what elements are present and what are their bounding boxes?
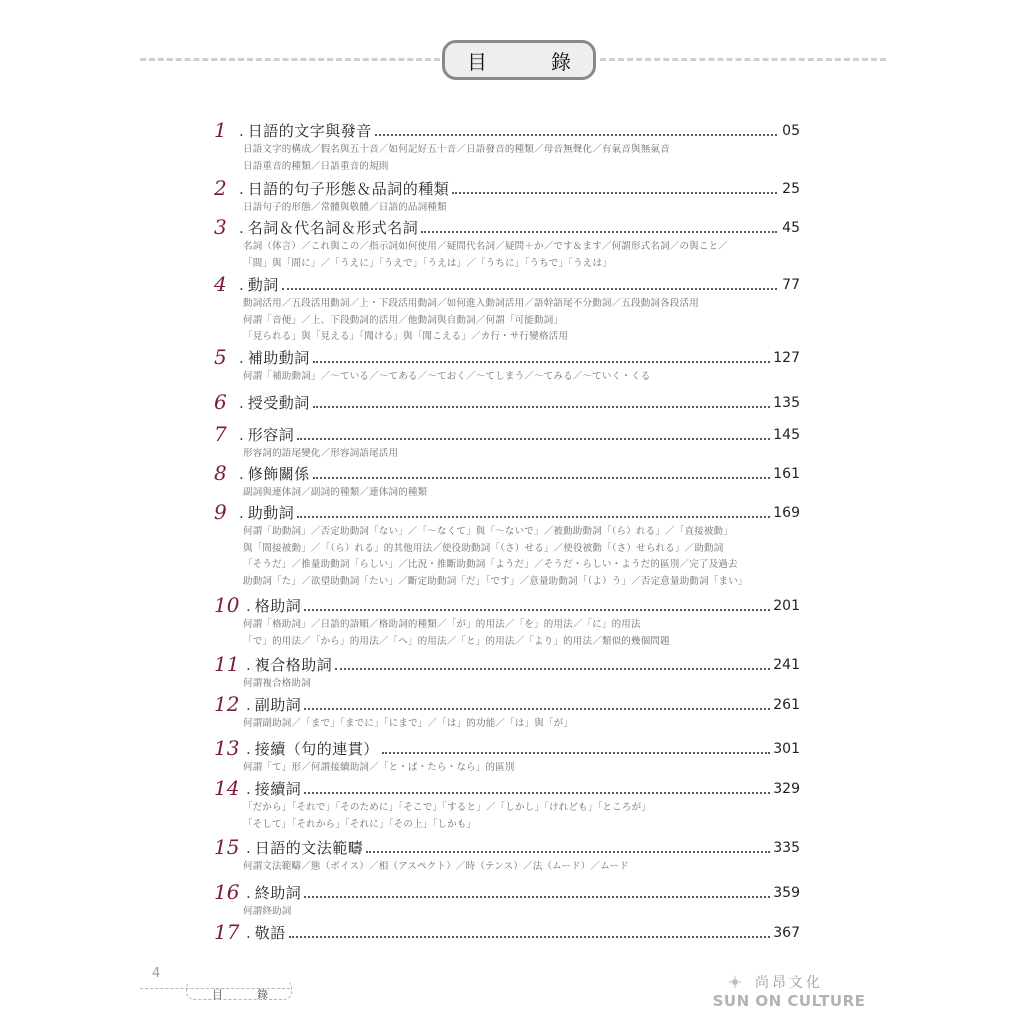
chapter-subtopics: 動詞活用／五段活用動詞／上・下段活用動詞／如何進入動詞活用／語幹語尾不分動詞／五段動詞各段活用	[243, 298, 699, 309]
chapter-title: 格助詞	[254, 597, 302, 615]
chapter-page-number: 77	[782, 277, 800, 293]
toc-entry-line	[214, 652, 800, 676]
dot-leader	[421, 231, 777, 233]
chapter-subtopics: 「だから」「それで」「そのために」「そこで」「すると」／「しかし」「けれども」「ところが」	[243, 802, 652, 813]
chapter-title: 名詞＆代名詞＆形式名詞	[247, 219, 419, 237]
chapter-number: 9	[214, 500, 227, 524]
chapter-subtopics: 形容詞的語尾變化／形容詞語尾活用	[243, 448, 399, 459]
chapter-number-dot: .	[239, 465, 244, 483]
toc-entry[interactable]	[214, 345, 800, 386]
toc-entry-line	[214, 118, 800, 142]
chapter-title: 修飾關係	[247, 465, 310, 483]
chapter-number-dot: .	[239, 180, 244, 198]
chapter-page-number: 25	[782, 181, 800, 197]
dot-leader	[304, 792, 770, 794]
chapter-title: 補助動詞	[247, 349, 310, 367]
toc-entry[interactable]	[214, 920, 800, 944]
chapter-page-number: 127	[773, 350, 800, 366]
chapter-subtopics: 何謂「格助詞」／日語的語順／格助詞的種類／「が」的用法／「を」的用法／「に」的用法	[243, 619, 641, 630]
chapter-title: 接續詞	[254, 780, 302, 798]
toc-entry[interactable]	[214, 593, 800, 650]
chapter-title: 日語的文法範疇	[254, 839, 364, 857]
toc-entry-line	[214, 390, 800, 414]
chapter-subtopics: 日語文字的構成／假名與五十音／如何記好五十音／日語發音的種類／母音無聲化／有氣音與無氣音	[243, 144, 670, 155]
chapter-title: 動詞	[247, 276, 279, 294]
dot-leader	[313, 406, 770, 408]
chapter-number: 10	[214, 593, 240, 617]
chapter-subtopics: 何謂文法範疇／態（ボイス）／相（アスペクト）／時（テンス）／法（ムード）／ムード	[243, 861, 629, 872]
toc-entry[interactable]	[214, 422, 800, 463]
chapter-number: 6	[214, 390, 227, 414]
chapter-subtopics: 何謂終助詞	[243, 906, 292, 917]
chapter-number-dot: .	[246, 780, 251, 798]
publisher-name-cn: 尚昂文化	[755, 975, 823, 991]
dot-leader	[304, 609, 770, 611]
dot-leader	[366, 851, 770, 853]
chapter-page-number: 169	[773, 505, 800, 521]
chapter-number-dot: .	[239, 349, 244, 367]
chapter-subtopics: 助動詞「た」／欲望助動詞「たい」／斷定助動詞「だ」「です」／意量助動詞「（よ）う」／否定意量助動詞「まい」	[243, 575, 748, 587]
chapter-subtopics: 名詞（体言）／これ與この／指示詞如何使用／疑問代名詞／疑問＋か／です＆ます／何謂形式名詞／の與こと／	[243, 241, 729, 252]
chapter-number-dot: .	[246, 839, 251, 857]
chapter-subtopics: 何謂「音便」／上、下段動詞的活用／他動詞與自動詞／何謂「可能動詞」	[243, 314, 564, 326]
chapter-subtopics: 「間」與「間に」／「うえに」「うえで」「うえは」／「うちに」「うちで」「うえは」	[243, 257, 612, 269]
chapter-number: 8	[214, 461, 227, 485]
chapter-page-number: 201	[773, 598, 800, 614]
toc-entry-line	[214, 215, 800, 239]
chapter-number-dot: .	[239, 504, 244, 522]
chapter-number: 14	[214, 776, 240, 800]
chapter-title: 複合格助詞	[254, 656, 333, 674]
dot-leader	[335, 668, 770, 670]
chapter-number: 5	[214, 345, 227, 369]
chapter-subtopics: 日語句子的形態／常體與敬體／日語的品詞種類	[243, 202, 447, 213]
chapter-page-number: 45	[782, 220, 800, 236]
chapter-number-dot: .	[246, 740, 251, 758]
toc-entry-line	[214, 422, 800, 446]
dot-leader	[382, 752, 770, 754]
page-title-badge	[442, 40, 596, 80]
chapter-title: 日語的句子形態＆品詞的種類	[247, 180, 450, 198]
chapter-number-dot: .	[246, 924, 251, 942]
toc-entry-line	[214, 461, 800, 485]
chapter-title: 形容詞	[247, 426, 295, 444]
page-title: 目 錄	[467, 49, 593, 74]
toc-entry-line	[214, 345, 800, 369]
chapter-title: 日語的文字與發音	[247, 122, 372, 140]
chapter-title: 助動詞	[247, 504, 295, 522]
footer-tab-label: 目錄	[212, 988, 302, 1001]
dot-leader	[313, 477, 770, 479]
chapter-page-number: 241	[773, 657, 800, 673]
chapter-number: 7	[214, 422, 227, 446]
chapter-title: 敬語	[254, 924, 286, 942]
dot-leader	[313, 361, 770, 363]
toc-entry[interactable]	[214, 215, 800, 272]
chapter-page-number: 359	[773, 885, 800, 901]
chapter-number: 16	[214, 880, 240, 904]
toc-entry-line	[214, 176, 800, 200]
chapter-subtopics: 「で」的用法／「から」的用法／「へ」的用法／「と」的用法／「より」的用法／類似的幾個問題	[243, 635, 670, 647]
chapter-number-dot: .	[246, 696, 251, 714]
chapter-number-dot: .	[246, 656, 251, 674]
chapter-number-dot: .	[239, 122, 244, 140]
chapter-subtopics: 日語重音的種類／日語重音的規則	[243, 160, 389, 172]
toc-entry-line	[214, 736, 800, 760]
toc-entry-line	[214, 272, 800, 296]
header-rule-left	[140, 58, 440, 61]
toc-entry[interactable]	[214, 390, 800, 414]
dot-leader	[297, 516, 770, 518]
chapter-page-number: 335	[773, 840, 800, 856]
toc-entry[interactable]	[214, 692, 800, 733]
chapter-number-dot: .	[239, 426, 244, 444]
dot-leader	[375, 134, 777, 136]
dot-leader	[304, 708, 770, 710]
chapter-page-number: 329	[773, 781, 800, 797]
chapter-number: 4	[214, 272, 227, 296]
chapter-subtopics: 副詞與連体詞／副詞的種類／連体詞的種類	[243, 487, 428, 498]
toc-entry[interactable]	[214, 880, 800, 921]
chapter-subtopics: 與「間接被動」／「（ら）れる」的其他用法／使役助動詞「（さ）せる」／使役被動「（さ）せられる」／助動詞	[243, 542, 724, 554]
chapter-number: 2	[214, 176, 227, 200]
chapter-number: 12	[214, 692, 240, 716]
chapter-title: 接續（句的連貫）	[254, 740, 379, 758]
dot-leader	[297, 438, 770, 440]
dot-leader	[304, 896, 770, 898]
chapter-subtopics: 何謂複合格助詞	[243, 678, 311, 689]
page-number: 4	[152, 966, 161, 981]
chapter-number-dot: .	[239, 394, 244, 412]
toc-entry[interactable]	[214, 736, 800, 777]
toc-entry[interactable]	[214, 500, 800, 590]
chapter-title: 終助詞	[254, 884, 302, 902]
chapter-subtopics: 「見られる」與「見える」「聞ける」與「聞こえる」／カ行・サ行變格活用	[243, 331, 569, 342]
chapter-subtopics: 「そして」「それから」「それに」「その上」「しかも」	[243, 818, 477, 830]
chapter-number: 15	[214, 835, 240, 859]
toc-entry[interactable]	[214, 272, 800, 346]
chapter-page-number: 367	[773, 925, 800, 941]
toc-entry-line	[214, 920, 800, 944]
chapter-subtopics: 何謂「て」形／何謂接續助詞／「と・ば・たら・なら」的區別	[243, 762, 515, 773]
chapter-number-dot: .	[239, 219, 244, 237]
toc-entry-line	[214, 593, 800, 617]
chapter-page-number: 145	[773, 427, 800, 443]
toc-entry-line	[214, 500, 800, 524]
toc-entry[interactable]	[214, 176, 800, 217]
chapter-number-dot: .	[246, 597, 251, 615]
chapter-subtopics: 何謂副助詞／「まで」「までに」「にまで」／「は」的功能／「は」與「が」	[243, 718, 574, 729]
toc-entry[interactable]	[214, 652, 800, 693]
chapter-number-dot: .	[246, 884, 251, 902]
chapter-number: 17	[214, 920, 240, 944]
chapter-subtopics: 「そうだ」／推量助動詞「らしい」／比況・推斷助動詞「ようだ」／そうだ・らしい・ようだ的區別／完了及過去	[243, 559, 738, 570]
chapter-number: 13	[214, 736, 240, 760]
toc-entry-line	[214, 776, 800, 800]
toc-entry-line	[214, 835, 800, 859]
chapter-number: 3	[214, 215, 227, 239]
dot-leader	[289, 936, 770, 938]
chapter-title: 授受動詞	[247, 394, 310, 412]
chapter-title: 副助詞	[254, 696, 302, 714]
chapter-number-dot: .	[239, 276, 244, 294]
publisher-mark	[704, 972, 874, 1010]
chapter-subtopics: 何謂「助動詞」／否定助動詞「ない」／「～なくて」與「～ないで」／被動助動詞「（ら）れる」／「直接被動」	[243, 526, 733, 537]
dot-leader	[452, 192, 777, 194]
chapter-subtopics: 何謂「補助動詞」／～ている／～てある／～ておく／～てしまう／～てみる／～ていく・くる	[243, 371, 651, 382]
toc-entry-line	[214, 880, 800, 904]
chapter-page-number: 135	[773, 395, 800, 411]
publisher-name-en: SUN ON CULTURE	[712, 992, 866, 1010]
dot-leader	[282, 288, 777, 290]
chapter-number: 11	[214, 652, 240, 676]
header-rule-right	[600, 58, 886, 61]
chapter-number: 1	[214, 118, 227, 142]
chapter-page-number: 05	[782, 123, 800, 139]
chapter-page-number: 261	[773, 697, 800, 713]
toc-entry[interactable]	[214, 835, 800, 876]
toc-entry-line	[214, 692, 800, 716]
toc-entry[interactable]	[214, 461, 800, 502]
toc-entry[interactable]	[214, 776, 800, 833]
toc-entry[interactable]	[214, 118, 800, 175]
chapter-page-number: 161	[773, 466, 800, 482]
chapter-page-number: 301	[773, 741, 800, 757]
